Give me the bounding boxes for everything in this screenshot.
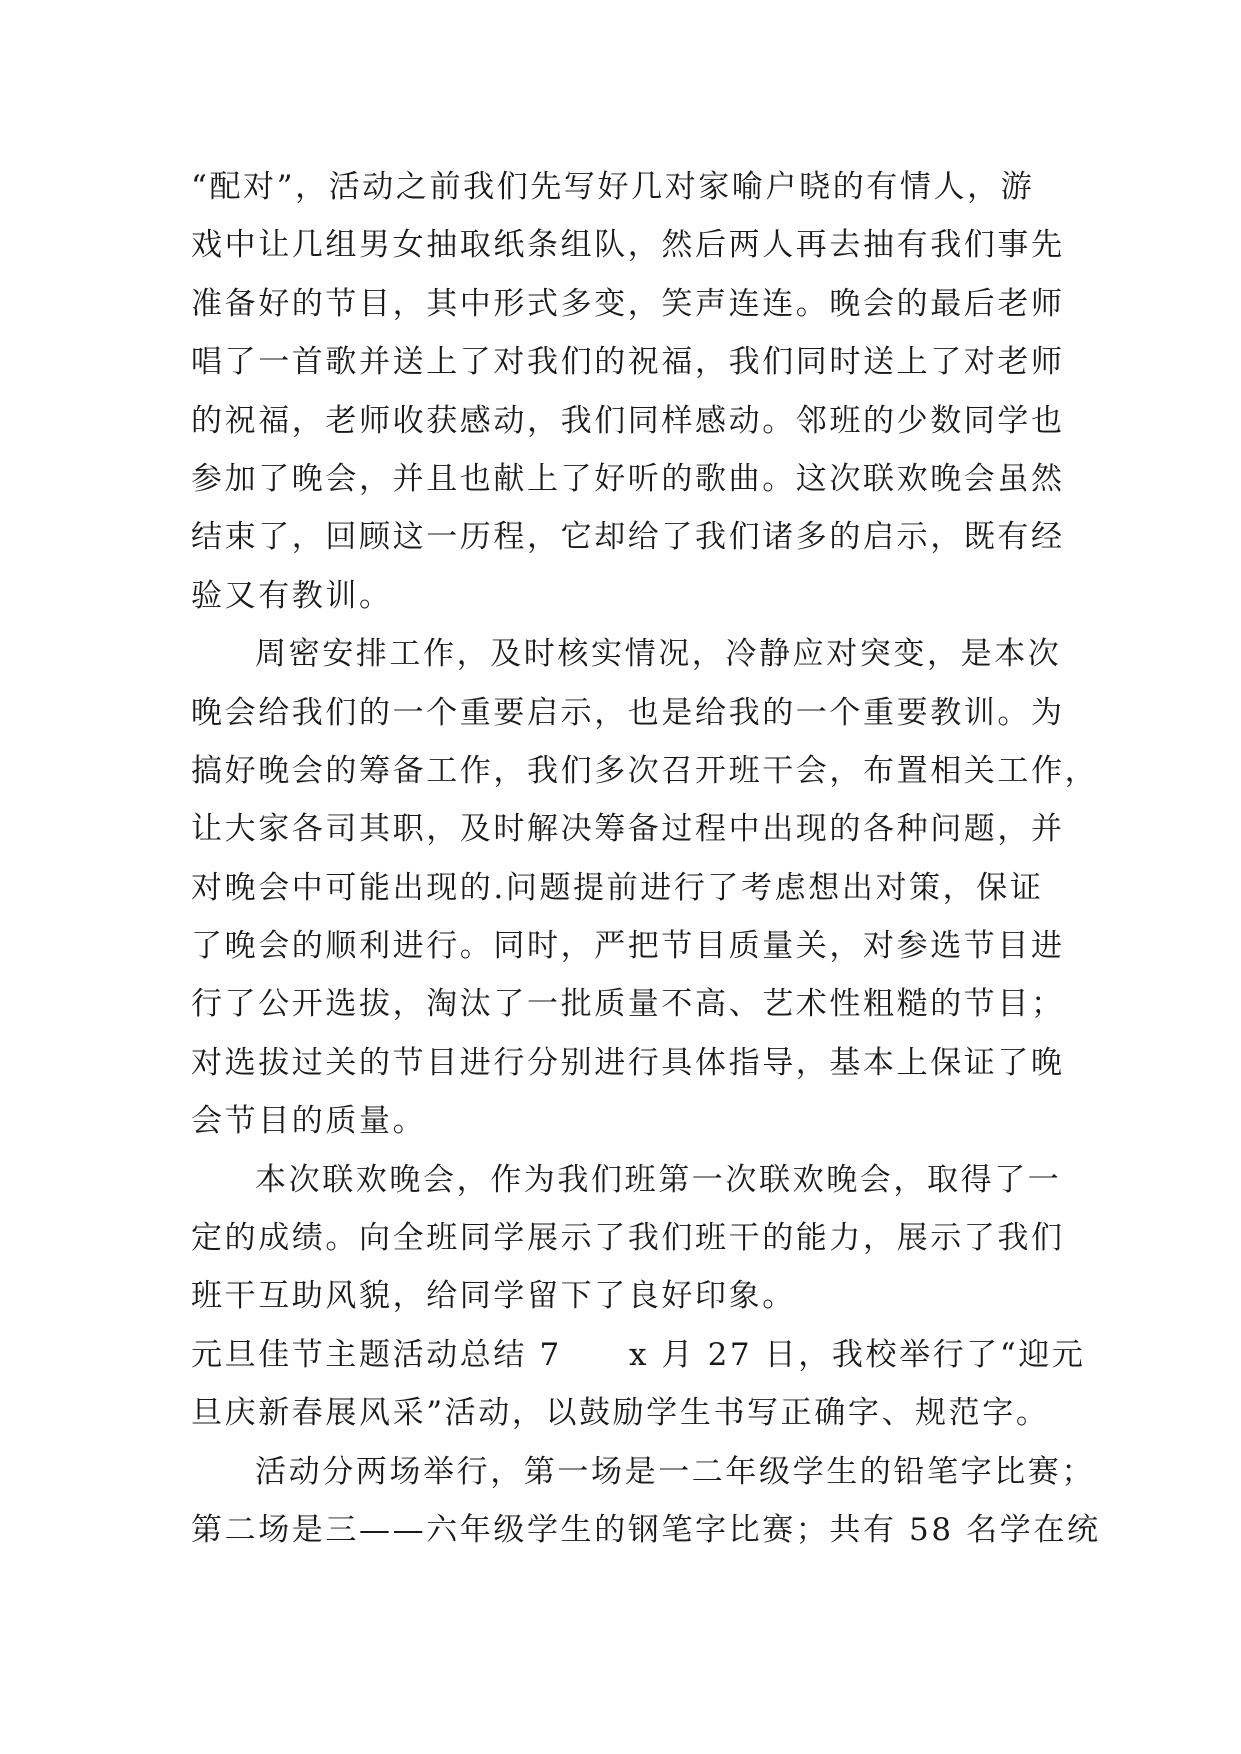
text-line: 的祝福，老师收获感动，我们同样感动。邻班的少数同学也	[191, 402, 1065, 439]
text-line: 周密安排工作，及时核实情况，冷静应对突变，是本次	[255, 636, 1062, 673]
text-line: 准备好的节目，其中形式多变，笑声连连。晚会的最后老师	[191, 285, 1065, 322]
text-line: 对晚会中可能出现的.问题提前进行了考虑想出对策，保证	[191, 869, 1044, 906]
text-line: 晚会给我们的一个重要启示，也是给我的一个重要教训。为	[191, 694, 1065, 731]
document-body	[191, 158, 1101, 1559]
text-line: 验又有教训。	[191, 577, 393, 614]
text-line: 参加了晚会，并且也献上了好听的歌曲。这次联欢晚会虽然	[191, 460, 1065, 497]
text-line: 结束了，回顾这一历程，它却给了我们诸多的启示，既有经	[191, 519, 1065, 556]
text-line: 班干互助风貌，给同学留下了良好印象。	[191, 1278, 796, 1315]
text-line: “配对”，活动之前我们先写好几对家喻户晓的有情人，游	[191, 169, 1035, 205]
text-line: 唱了一首歌并送上了对我们的祝福，我们同时送上了对老师	[191, 344, 1065, 381]
text-line: 会节目的质量。	[191, 1103, 427, 1140]
text-line: 让大家各司其职，及时解决筹备过程中出现的各种问题，并	[191, 811, 1065, 848]
text-line: 活动分两场举行，第一场是一二年级学生的铅笔字比赛；	[255, 1453, 1095, 1490]
text-line: 定的成绩。向全班同学展示了我们班干的能力，展示了我们	[191, 1220, 1065, 1257]
text-line: 旦庆新春展风采”活动，以鼓励学生书写正确字、规范字。	[191, 1395, 1050, 1432]
text-line: 戏中让几组男女抽取纸条组队，然后两人再去抽有我们事先	[191, 227, 1065, 264]
text-line: 元旦佳节主题活动总结 7 x 月 27 日，我校举行了“迎元	[191, 1336, 1086, 1373]
text-line: 本次联欢晚会，作为我们班第一次联欢晚会，取得了一	[255, 1161, 1062, 1198]
text-line: 第二场是三——六年级学生的钢笔字比赛；共有 58 名学在统	[191, 1511, 1101, 1548]
text-line: 对选拔过关的节目进行分别进行具体指导，基本上保证了晚	[191, 1044, 1065, 1081]
text-line: 搞好晚会的筹备工作，我们多次召开班干会，布置相关工作，	[191, 752, 1099, 789]
text-line: 行了公开选拔，淘汰了一批质量不高、艺术性粗糙的节目；	[191, 986, 1065, 1023]
text-line: 了晚会的顺利进行。同时，严把节目质量关，对参选节目进	[191, 928, 1065, 965]
